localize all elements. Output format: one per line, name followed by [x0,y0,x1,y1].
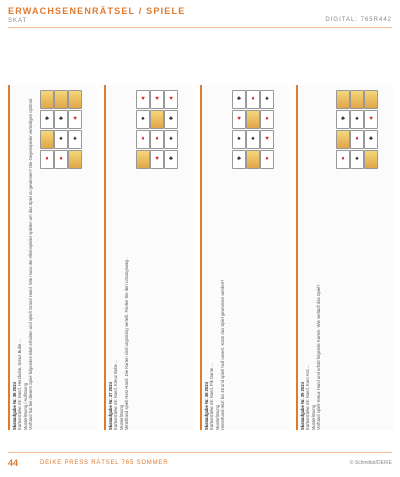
puzzle-line: Kartenstärke mit Hand, Kreuz Bube ... [113,359,119,430]
card [246,110,260,129]
puzzle-body: Hinterhand reizt bis 48 und spielt Null ouvert. Kann das Spiel gewonnen werden? [220,279,226,430]
card: ♠ [164,130,178,149]
card [246,150,260,169]
page-number: 44 [8,458,19,468]
puzzle-line: Kartenstärke mit Hand, Karo Ass ... [305,364,311,430]
card [336,90,350,109]
card: ♣ [364,130,378,149]
puzzle-title: Skataufgabe Nr. 39 2024 [300,382,305,430]
card: ♦ [260,110,274,129]
card: ♥ [260,130,274,149]
puzzle-body: Vorhand hat bei diesem Spiel folgendes Blatt erhalten und spielt Grand Hand. Wie muss der Alleinspieler spielen um das Spiel zu gewinnen? Die Gegenspieler verteidigen optimal. [28,98,34,430]
card: ♣ [232,150,246,169]
card: ♦ [150,130,164,149]
card: ♥ [68,110,82,129]
puzzle-title: Skataufgabe Nr. 37 2024 [108,382,113,430]
card [54,90,68,109]
card: ♦ [260,150,274,169]
header-code: DIGITAL: 765R442 [325,17,392,23]
card: ♣ [164,110,178,129]
puzzle-title: Skataufgabe Nr. 38 2024 [204,382,209,430]
card: ♣ [40,110,54,129]
card: ♦ [246,90,260,109]
card: ♣ [164,150,178,169]
card: ♦ [54,150,68,169]
card [364,150,378,169]
card [40,90,54,109]
card: ♥ [232,110,246,129]
card: ♦ [136,130,150,149]
card [150,110,164,129]
header-title: ERWACHSENENRÄTSEL / SPIELE [8,6,186,16]
puzzle-line: Musterlösung [118,404,124,430]
header-subtitle: SKAT [8,18,28,24]
card: ♠ [68,130,82,149]
card: ♦ [40,150,54,169]
puzzle-body: Vorhand spielt Kreuz Hand und erhält folgende Karten. Wie verläuft das Spiel? [316,284,322,430]
card: ♥ [150,90,164,109]
puzzle-line: Musterlösung / Auflösung [22,382,28,430]
card: ♠ [260,90,274,109]
card: ♣ [54,110,68,129]
puzzle-body: Mittelhand spielt Herz Hand. Die Karten sind ungünstig verteilt. Finden Sie den Lösungsweg. [124,258,130,430]
card [336,130,350,149]
puzzle-line: Kartenstärke mit Hand, Herzbube, Kreuz Bube ... [17,338,23,430]
card: ♥ [364,110,378,129]
footer-rule [8,452,392,453]
card [136,150,150,169]
card: ♠ [246,130,260,149]
card: ♠ [232,130,246,149]
footer-magazine: DEIKE PRESS RÄTSEL 765 SOMMER [40,460,169,466]
card: ♠ [136,110,150,129]
card [68,150,82,169]
card: ♦ [350,130,364,149]
card [40,130,54,149]
card: ♠ [350,150,364,169]
puzzle-line: Kartenstärke mit Hand, Pik Dame ... [209,363,215,430]
footer-copyright: © Schmittat/DEIKE [349,460,392,466]
card: ♥ [164,90,178,109]
card: ♦ [336,150,350,169]
puzzle-line: Musterlösung [214,404,220,430]
card: ♠ [54,130,68,149]
card: ♣ [232,90,246,109]
card [350,90,364,109]
puzzle-title: Skataufgabe Nr. 36 2024 [12,382,17,430]
card [364,90,378,109]
puzzle-line: Musterlösung [310,404,316,430]
card: ♥ [136,90,150,109]
card [68,90,82,109]
header-rule [8,27,392,28]
card: ♥ [150,150,164,169]
card: ♣ [336,110,350,129]
card: ♠ [350,110,364,129]
